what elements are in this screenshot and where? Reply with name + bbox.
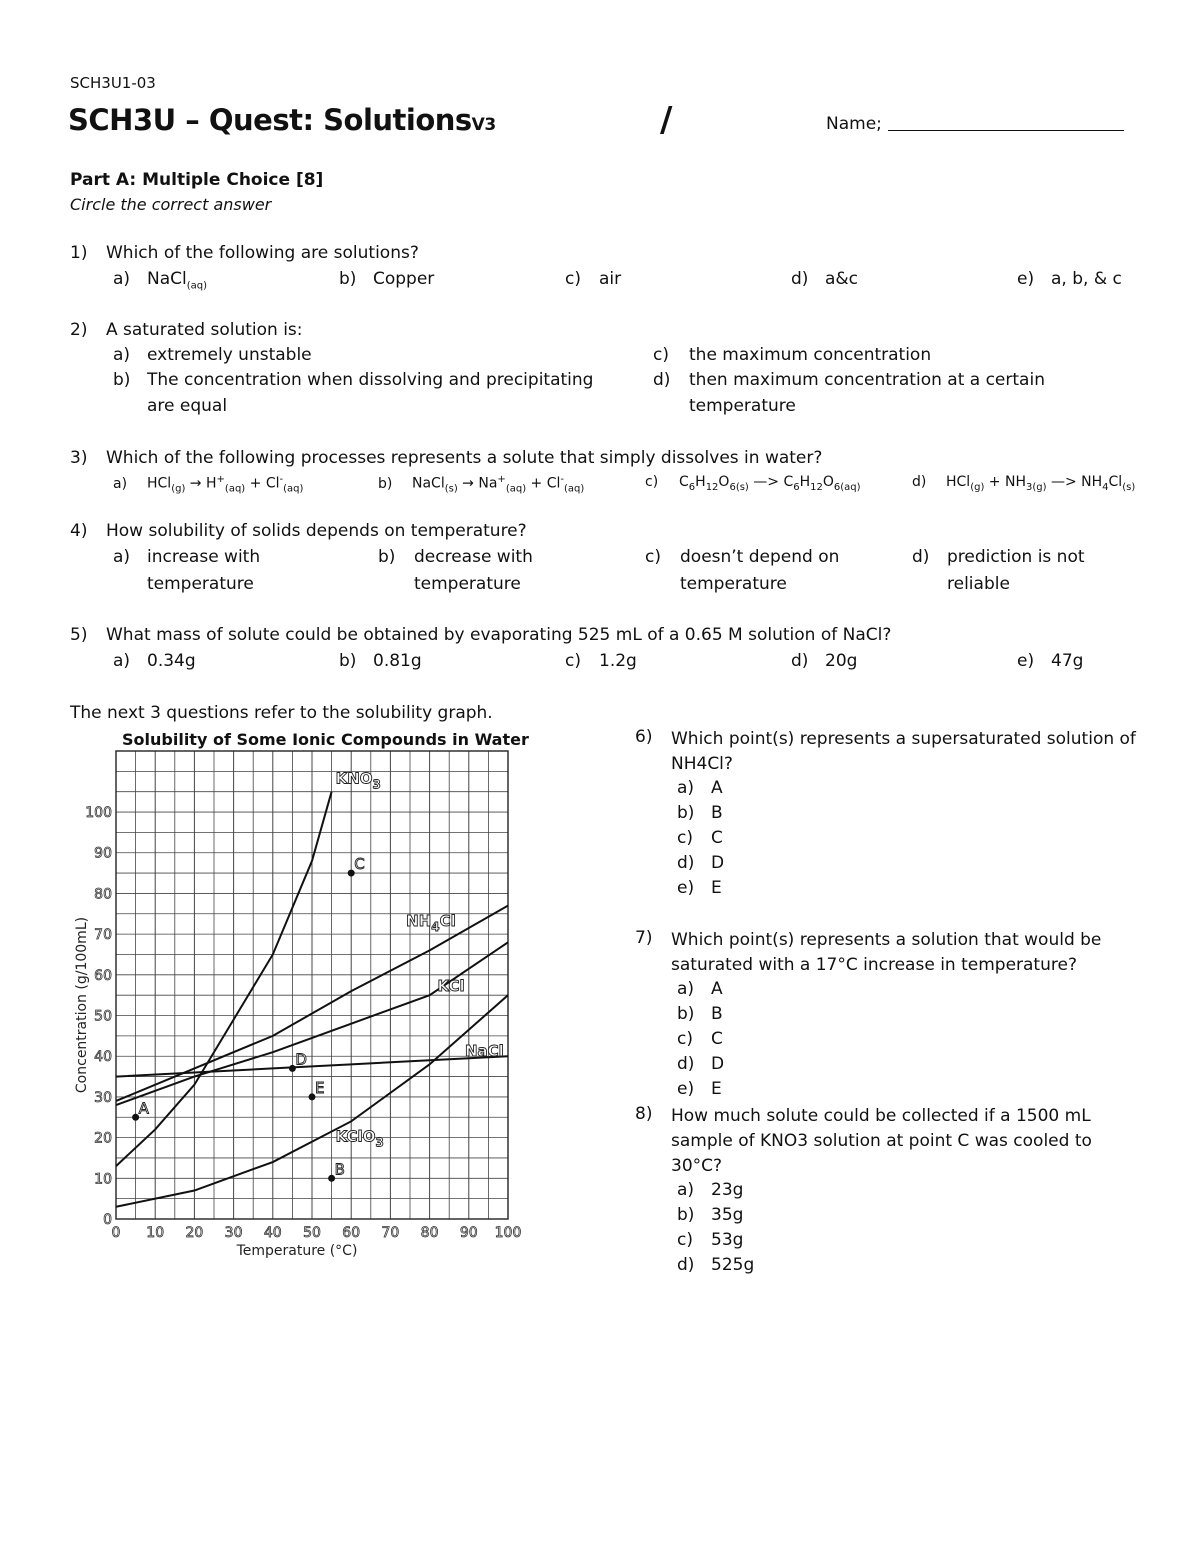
series-label-text: KCl [437,977,465,996]
y-tick-label: 60 [94,967,112,984]
y-tick-label: 10 [94,1171,112,1188]
option-2c[interactable] [653,345,931,365]
series-label-kcl [438,977,465,995]
page-title [68,103,496,137]
question-number: 4) [70,521,88,541]
question-number: 1) [70,243,88,263]
series-label-tail: Cl [439,911,456,930]
title-version: V3 [471,115,496,135]
option-letter: b) [339,651,357,671]
question-text: How solubility of solids depends on temperature? [106,521,527,541]
option-7c[interactable] [677,1029,723,1049]
option-text: increase with temperature [147,547,261,594]
option-text: C [711,828,723,848]
solubility-chart [60,745,530,1275]
option-4a[interactable] [113,544,313,598]
option-text: air [599,269,622,289]
option-letter: e) [1017,269,1035,289]
option-letter: a) [677,778,695,798]
series-label-text: KClO [335,1127,376,1146]
data-point-label-a: A [138,1099,149,1118]
series-label-nh4cl [406,912,456,934]
option-letter: b) [677,803,695,823]
option-text: 0.81g [373,651,422,671]
option-text: a&c [825,269,859,289]
y-axis-label: Concentration (g/100mL) [74,916,90,1094]
option-letter: e) [677,1079,695,1099]
question-number: 8) [635,1104,653,1124]
question-text: Which of the following are solutions? [106,243,419,263]
question-number: 3) [70,448,88,468]
data-point-label-c: C [354,855,365,874]
data-point-label-b: B [334,1160,345,1179]
title-text: SCH3U – Quest: Solutions [68,103,472,137]
option-letter: b) [339,269,357,289]
part-a-instruction: Circle the correct answer [70,195,272,214]
option-letter: d) [791,651,809,671]
option-3c[interactable]: c) $C_6H_{12}O_{6(s)}$ —> $C_6H_{12}O_{6(aq)}$ [645,474,861,493]
option-letter: b) [378,475,393,492]
x-tick-label: 30 [224,1225,243,1241]
series-label-subscript: 3 [375,1135,384,1150]
question-number: 6) [635,727,653,747]
option-1b[interactable] [339,269,434,289]
option-letter: b) [677,1205,695,1225]
series-label-kclo3 [336,1128,384,1150]
graph-intro: The next 3 questions refer to the solubility graph. [70,703,493,723]
x-tick-label: 70 [381,1225,400,1241]
score-slash: / [660,100,673,140]
option-letter: a) [113,651,131,671]
option-letter: b) [677,1004,695,1024]
option-text: 1.2g [599,651,637,671]
series-label-text: NH [406,911,432,930]
option-text: A [711,979,723,999]
option-text: 20g [825,651,858,671]
question-number: 5) [70,625,88,645]
option-2a[interactable] [113,345,312,365]
option-letter: e) [1017,651,1035,671]
option-text: decrease with temperature [414,547,533,594]
option-4b[interactable] [378,544,578,598]
option-1e[interactable] [1017,269,1122,289]
option-text: E [711,878,722,898]
option-text: the maximum concentration [689,345,932,365]
data-point-label-d: D [295,1050,307,1069]
option-text: 35g [711,1205,744,1225]
option-letter: d) [912,547,930,567]
x-tick-label: 50 [303,1225,321,1241]
option-text: A [711,778,723,798]
option-text: doesn’t depend on temperature [680,547,840,594]
question-number: 2) [70,320,88,340]
option-7b[interactable] [677,1004,723,1024]
option-3d[interactable]: d) $HCl_{(g)} + NH_{3(g)}$ —> $NH_4Cl_{(s)}$ [912,474,1136,493]
y-tick-label: 30 [94,1089,112,1106]
option-letter: c) [677,1230,693,1250]
option-letter: d) [677,853,695,873]
option-letter: a) [677,979,695,999]
y-tick-label: 80 [94,886,112,903]
option-6a[interactable] [677,778,723,798]
series-label-text: KNO [335,769,373,788]
option-letter: a) [677,1180,695,1200]
option-7e[interactable] [677,1079,722,1099]
option-2d[interactable] [653,367,1083,419]
option-letter: c) [653,345,669,365]
option-6b[interactable] [677,803,723,823]
option-text: Copper [373,269,435,289]
option-letter: d) [677,1255,695,1275]
y-tick-label: 50 [94,1008,112,1025]
question-text: Which of the following processes represents a solute that simply dissolves in water? [106,448,823,468]
option-letter: a) [113,269,131,289]
name-blank-line[interactable] [888,116,1124,131]
x-tick-label: 100 [494,1225,522,1241]
option-1d[interactable] [791,269,858,289]
series-label-nacl [465,1042,504,1060]
option-3b[interactable]: b) NaCl$_{(s)}$ → $Na^+_{(aq)} + Cl^-_{(aq)}$ [378,474,585,495]
option-1c[interactable] [565,269,621,289]
option-letter: d) [912,474,927,490]
question-text: Which point(s) represents a solution that would be saturated with a 17°C increase in temperature? [671,930,1102,975]
option-letter: c) [565,651,581,671]
option-letter: c) [677,828,693,848]
chart-title: Solubility of Some Ionic Compounds in Water [122,730,529,749]
name-field[interactable] [826,114,1124,134]
option-text: extremely unstable [147,345,312,365]
option-letter: c) [645,474,659,490]
option-text: D [711,1054,725,1074]
question-number: 7) [635,928,653,948]
x-tick-label: 60 [342,1225,361,1241]
option-8a[interactable] [677,1180,743,1200]
part-a-heading: Part A: Multiple Choice [8] [70,170,324,190]
y-tick-label: 0 [103,1212,112,1228]
option-text: prediction is not reliable [947,547,1085,594]
option-4c[interactable] [645,544,885,598]
x-tick-label: 80 [420,1225,439,1241]
option-letter: c) [565,269,581,289]
y-tick-label: 90 [94,845,112,862]
question-text: Which point(s) represents a supersaturated solution of NH4Cl? [671,729,1136,774]
option-1a[interactable] [113,269,207,291]
x-tick-label: 20 [185,1225,204,1241]
option-text: B [711,1004,723,1024]
option-3a[interactable]: a) $HCl_{(g)} \to H^+_{(aq)} + Cl^-_{(aq)}$ [113,474,304,495]
option-8d[interactable] [677,1255,754,1275]
option-text: then maximum concentration at a certain temperature [689,370,1045,416]
option-8c[interactable] [677,1230,743,1250]
option-text: 53g [711,1230,744,1250]
option-6e[interactable] [677,878,722,898]
name-label: Name; [826,114,882,134]
option-text: 0.34g [147,651,196,671]
option-letter: a) [113,547,131,567]
option-letter: c) [645,547,661,567]
option-text: 525g [711,1255,755,1275]
option-5e[interactable] [1017,651,1083,671]
series-label-subscript: 4 [431,919,440,934]
option-letter: d) [791,269,809,289]
option-letter: b) [378,547,396,567]
option-letter: b) [113,370,131,390]
option-text: NaCl [147,269,187,289]
question-text: A saturated solution is: [106,320,303,340]
option-8b[interactable] [677,1205,743,1225]
question-text: What mass of solute could be obtained by evaporating 525 mL of a 0.65 M solution of NaCl? [106,625,892,645]
series-label-text: NaCl [464,1042,504,1061]
series-label-kno3 [336,770,381,792]
option-5c[interactable] [565,651,637,671]
y-tick-label: 40 [94,1049,112,1066]
option-letter: d) [677,1054,695,1074]
option-letter: e) [677,878,695,898]
y-tick-label: 20 [94,1130,112,1147]
option-text: The concentration when dissolving and precipitating are equal [147,370,594,416]
option-text: a, b, & c [1051,269,1122,289]
option-text: E [711,1079,722,1099]
option-5d[interactable] [791,651,857,671]
series-label-subscript: 3 [372,777,381,792]
question-text: How much solute could be collected if a 1500 mL sample of KNO3 solution at point C was cooled to 30°C? [671,1106,1092,1176]
option-6c[interactable] [677,828,723,848]
option-5b[interactable] [339,651,422,671]
option-letter: d) [653,370,671,390]
x-tick-label: 90 [459,1225,478,1241]
option-letter: a) [113,345,131,365]
option-text: D [711,853,725,873]
x-tick-label: 40 [263,1225,282,1241]
option-7d[interactable] [677,1054,724,1074]
option-5a[interactable] [113,651,196,671]
y-tick-label: 100 [85,805,112,822]
data-point-label-e: E [315,1078,325,1097]
option-2b[interactable] [113,367,603,419]
course-code: SCH3U1-03 [70,74,156,92]
option-text: 47g [1051,651,1084,671]
y-tick-label: 70 [94,927,112,944]
option-text: 23g [711,1180,744,1200]
option-letter: c) [677,1029,693,1049]
option-text: B [711,803,723,823]
option-7a[interactable] [677,979,723,999]
option-text: C [711,1029,723,1049]
x-tick-label: 10 [146,1225,165,1241]
option-6d[interactable] [677,853,724,873]
option-subscript: (aq) [186,280,208,292]
option-4d[interactable] [912,544,1152,598]
x-axis-label: Temperature (°C) [236,1243,358,1259]
x-tick-label: 0 [111,1225,121,1241]
option-letter: a) [113,475,128,492]
